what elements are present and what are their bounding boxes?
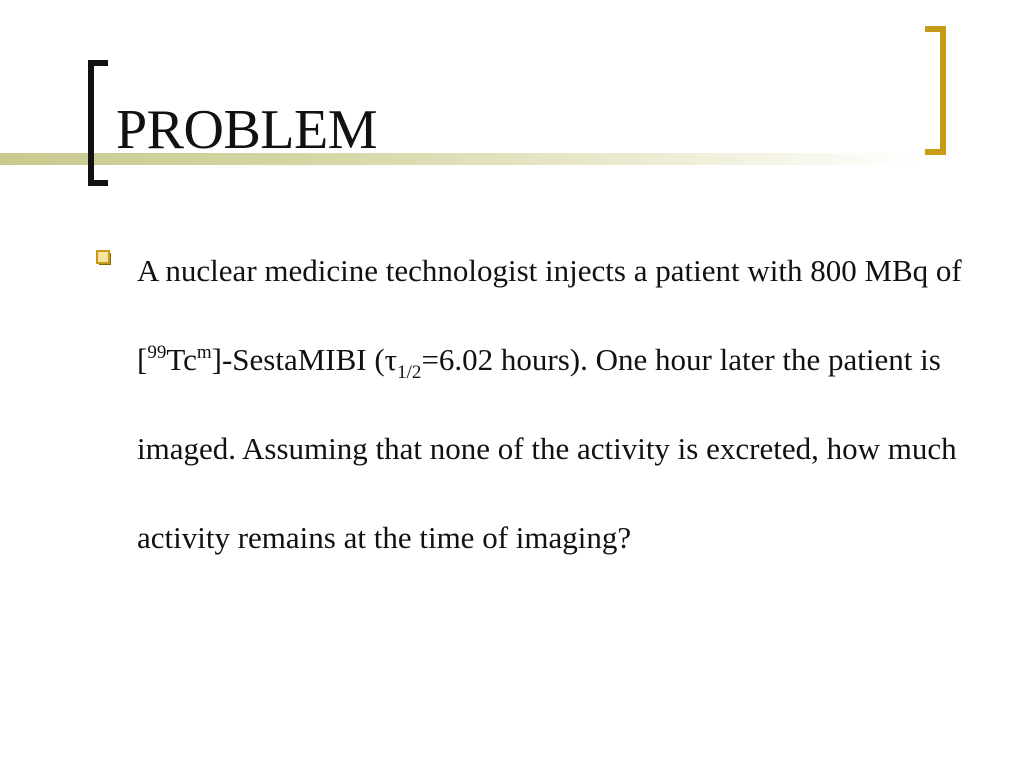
metastable-superscript: m — [196, 342, 212, 363]
right-bracket-decoration — [925, 26, 946, 155]
half-life-subscript: 1/2 — [397, 362, 422, 383]
slide-title: PROBLEM — [116, 99, 377, 161]
left-bracket-decoration — [88, 60, 108, 186]
isotope-mass-superscript: 99 — [147, 342, 167, 363]
bullet-text-part1: A nuclear medicine technologist injects a patient with 800 MBq of [ — [137, 253, 962, 377]
bullet-text — [137, 226, 967, 582]
checkbox-bullet-icon — [96, 250, 112, 266]
bullet-text-part2: ]-SestaMIBI (τ — [211, 342, 398, 377]
bullet-text-part3: =6.02 hours). One hour later the patient is imaged. Assuming that none of the activity is excreted, how much activity remains at the time of imaging? — [137, 342, 957, 555]
element-symbol: Tc — [166, 342, 197, 377]
